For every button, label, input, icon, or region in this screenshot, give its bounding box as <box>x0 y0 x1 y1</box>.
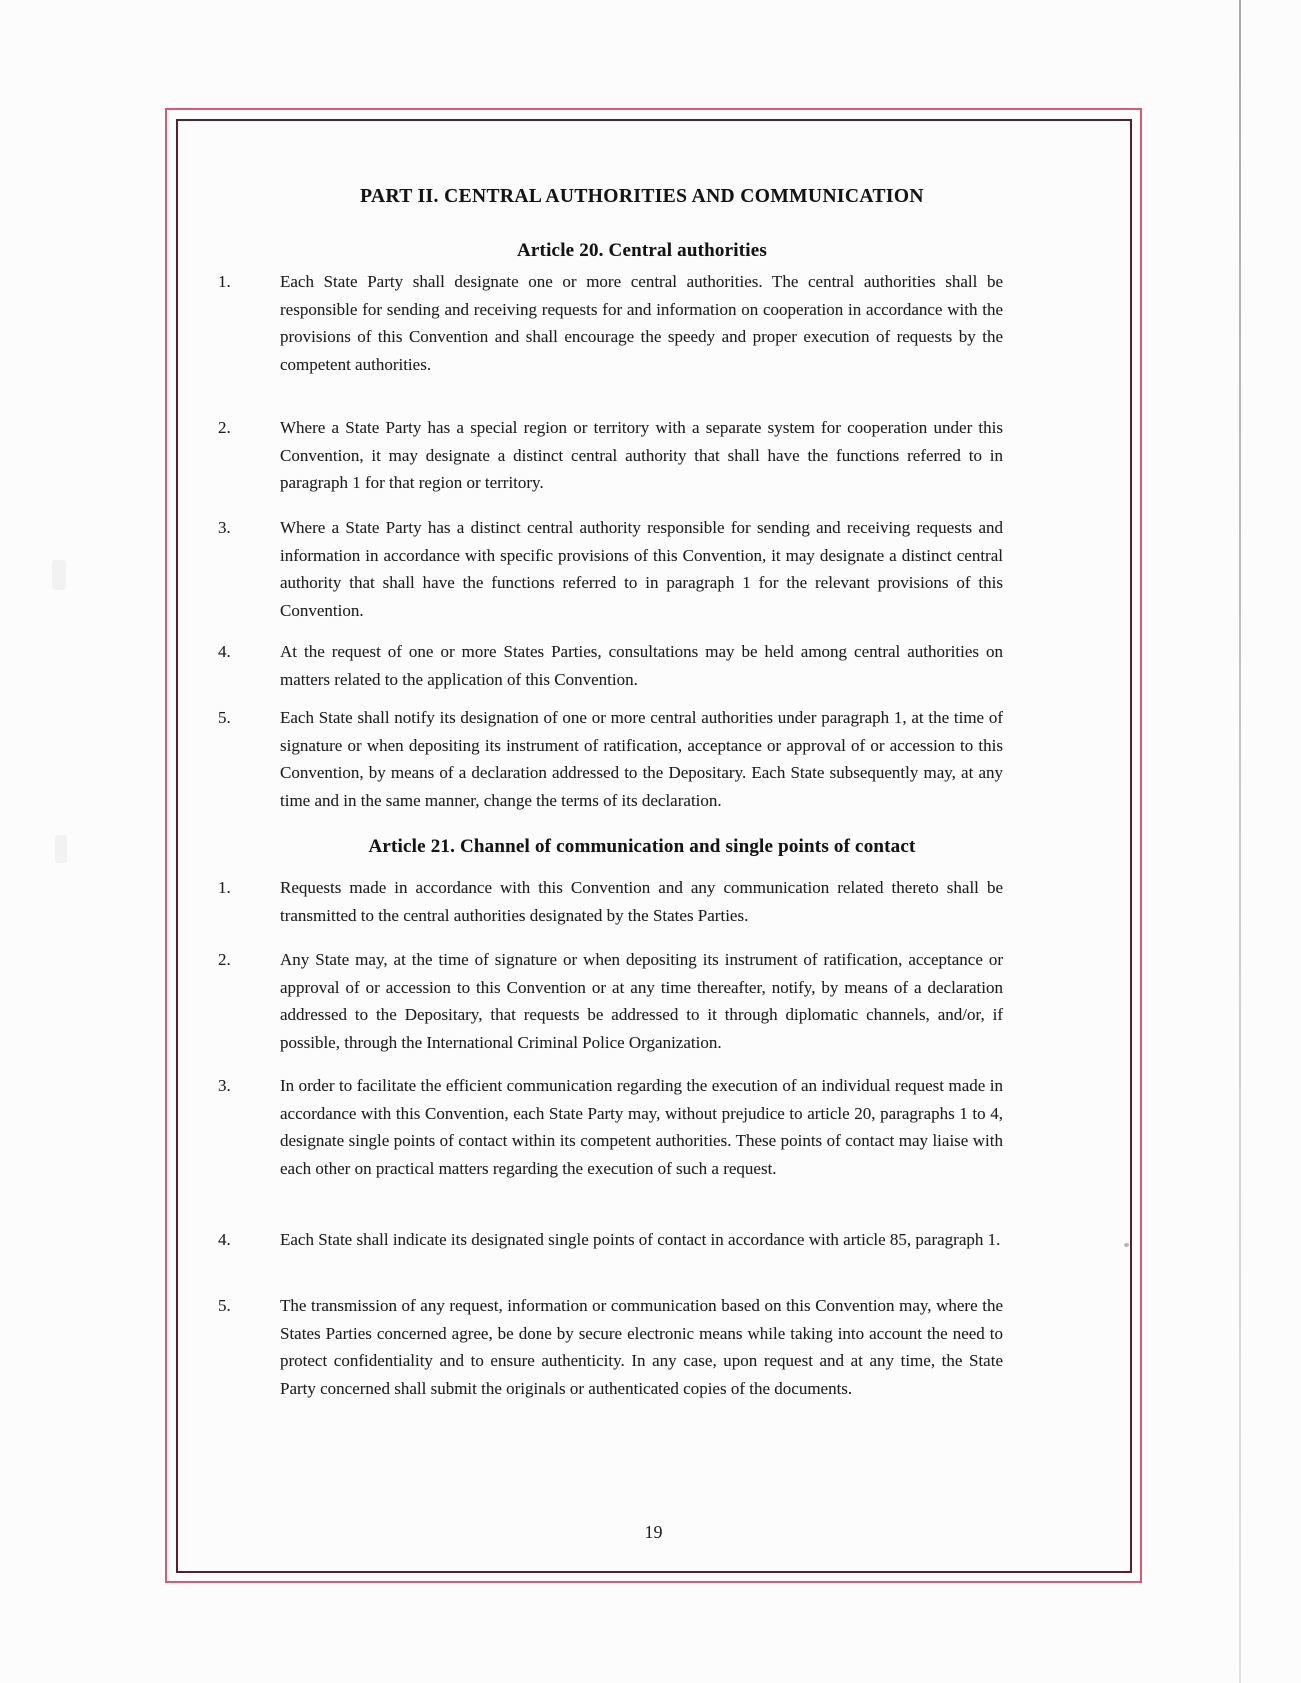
paragraph-number: 2. <box>218 950 231 969</box>
paragraph <box>218 874 1008 929</box>
paragraph-text: Each State shall notify its designation of one or more central authorities under paragraph 1, at the time of signature or when depositing its instrument of ratification, acceptance or approval of or accession to this Convention, by means of a declaration addressed to the Depositary. Each State subsequently may, at any time and in the same manner, change the terms of its declaration. <box>280 708 1003 810</box>
paragraph-text: Where a State Party has a special region or territory with a separate system for cooperation under this Convention, it may designate a distinct central authority that shall have the functions referred to in paragraph 1 for that region or territory. <box>280 418 1003 492</box>
paragraph-text: In order to facilitate the efficient communication regarding the execution of an individual request made in accordance with this Convention, each State Party may, without prejudice to article 20, paragraphs 1 to 4, designate single points of contact within its competent authorities. These points of contact may liaise with each other on practical matters regarding the execution of such a request. <box>280 1076 1003 1178</box>
paragraph <box>218 704 1008 814</box>
paragraph-number: 4. <box>218 642 231 661</box>
paragraph-number: 3. <box>218 1076 231 1095</box>
scan-smudge <box>55 835 67 863</box>
paragraph-text: Any State may, at the time of signature or when depositing its instrument of ratification, acceptance or approval of or accession to this Convention or at any time thereafter, notify, by means of a declaration addressed to the Depositary, that requests be addressed to it through diplomatic channels, and/or, if possible, through the International Criminal Police Organization. <box>280 950 1003 1052</box>
paragraph <box>218 1226 1008 1254</box>
paragraph <box>218 638 1008 693</box>
paragraph <box>218 268 1008 378</box>
paragraph-text: At the request of one or more States Parties, consultations may be held among central authorities on matters related to the application of this Convention. <box>280 642 1003 689</box>
article-20-heading: Article 20. Central authorities <box>517 240 767 261</box>
paragraph-number: 1. <box>218 272 231 291</box>
paragraph-text: Where a State Party has a distinct central authority responsible for sending and receiving requests and information in accordance with specific provisions of this Convention, it may designate a distinct central authority that shall have the functions referred to in paragraph 1 for the relevant provisions of this Convention. <box>280 518 1003 620</box>
article-21-heading: Article 21. Channel of communication and single points of contact <box>368 836 916 857</box>
paragraph-text: Requests made in accordance with this Convention and any communication related thereto shall be transmitted to the central authorities designated by the States Parties. <box>280 878 1003 925</box>
paragraph <box>218 1292 1008 1402</box>
paragraph-text: Each State shall indicate its designated single points of contact in accordance with article 85, paragraph 1. <box>280 1230 1001 1249</box>
part-heading: PART II. CENTRAL AUTHORITIES AND COMMUNICATION <box>360 186 924 207</box>
paragraph <box>218 1072 1008 1182</box>
paragraph-text: Each State Party shall designate one or more central authorities. The central authorities shall be responsible for sending and receiving requests for and information on cooperation in accordance with the provisions of this Convention and shall encourage the speedy and proper execution of requests by the competent authorities. <box>280 272 1003 374</box>
paragraph-number: 2. <box>218 418 231 437</box>
scan-artifact-dot <box>1124 1243 1129 1247</box>
paragraph-number: 5. <box>218 1296 231 1315</box>
paragraph-number: 5. <box>218 708 231 727</box>
scan-smudge <box>52 560 66 590</box>
paragraph <box>218 946 1008 1056</box>
paragraph <box>218 514 1008 624</box>
paragraph-text: The transmission of any request, information or communication based on this Convention may, where the States Parties concerned agree, be done by secure electronic means while taking into account the need to protect confidentiality and to ensure authenticity. In any case, upon request and at any time, the State Party concerned shall submit the originals or authenticated copies of the documents. <box>280 1296 1003 1398</box>
paragraph-number: 1. <box>218 878 231 897</box>
paragraph <box>218 414 1008 497</box>
paragraph-number: 4. <box>218 1230 231 1249</box>
paragraph-number: 3. <box>218 518 231 537</box>
page-number: 19 <box>644 1522 663 1542</box>
scan-edge-line <box>1239 0 1241 1683</box>
